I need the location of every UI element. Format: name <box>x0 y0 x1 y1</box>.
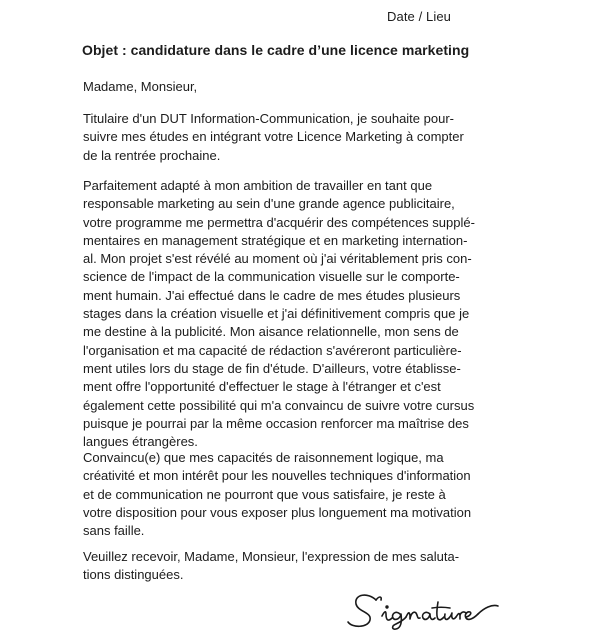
text-line: responsable marketing au sein d'une grande agence publicitaire, <box>83 196 455 212</box>
text-line: de la rentrée prochaine. <box>83 147 221 163</box>
text-line: sans faille. <box>83 523 145 539</box>
text-line: tions distinguées. <box>83 567 184 583</box>
paragraph-intro <box>83 110 503 165</box>
text-line: mentaires en management stratégique et en marketing internation- <box>83 232 468 248</box>
text-line: ment utiles lors du stage de fin d'étude. D'ailleurs, votre établisse- <box>83 360 461 376</box>
text-line: votre programme me permettra d'acquérir des compétences supplé- <box>83 214 475 230</box>
text-line: science de l'impact de la communication visuelle sur le comporte- <box>83 269 460 285</box>
paragraph-closing <box>83 548 503 585</box>
signature-script-icon <box>346 586 506 630</box>
text-line: me destine à la publicité. Mon aisance relationnelle, mon sens de <box>83 324 459 340</box>
text-line: et de communication ne pourront que vous satisfaire, je reste à <box>83 486 446 502</box>
text-line: stages dans la création visuelle et j'ai définitivement compris que je <box>83 306 470 322</box>
text-line: l'organisation et ma capacité de rédaction s'avéreront particulière- <box>83 342 462 358</box>
text-line: Veuillez recevoir, Madame, Monsieur, l'expression de mes saluta- <box>83 549 460 564</box>
date-place: Date / Lieu <box>387 9 451 24</box>
text-line: Titulaire d'un DUT Information-Communication, je souhaite pour- <box>83 111 454 126</box>
text-line: ment humain. J'ai effectué dans le cadre de mes études plusieurs <box>83 287 461 303</box>
text-line: langues étrangères. <box>83 434 198 450</box>
paragraph-qualities <box>83 449 503 540</box>
subject-line: Objet : candidature dans le cadre d’une licence marketing <box>82 42 470 58</box>
handwritten-signature <box>346 586 506 630</box>
text-line: suivre mes études en intégrant votre Licence Marketing à compter <box>83 129 464 145</box>
text-line: également cette possibilité qui m'a convaincu de suivre votre cursus <box>83 397 475 413</box>
text-line: créativité et mon intérêt pour les nouvelles techniques d'information <box>83 468 471 484</box>
text-line: puisque je pourrai par la même occasion renforcer ma maîtrise des <box>83 415 469 431</box>
text-line: ment offre l'opportunité d'effectuer le stage à l'étranger et c'est <box>83 379 441 395</box>
paragraph-motivation <box>83 177 503 451</box>
salutation: Madame, Monsieur, <box>83 79 198 94</box>
text-line: Parfaitement adapté à mon ambition de travailler en tant que <box>83 178 433 193</box>
text-line: Convaincu(e) que mes capacités de raisonnement logique, ma <box>83 450 444 465</box>
text-line: al. Mon projet s'est révélé au moment où j'ai véritablement pris con- <box>83 251 472 267</box>
text-line: votre disposition pour vous exposer plus longuement ma motivation <box>83 504 472 520</box>
